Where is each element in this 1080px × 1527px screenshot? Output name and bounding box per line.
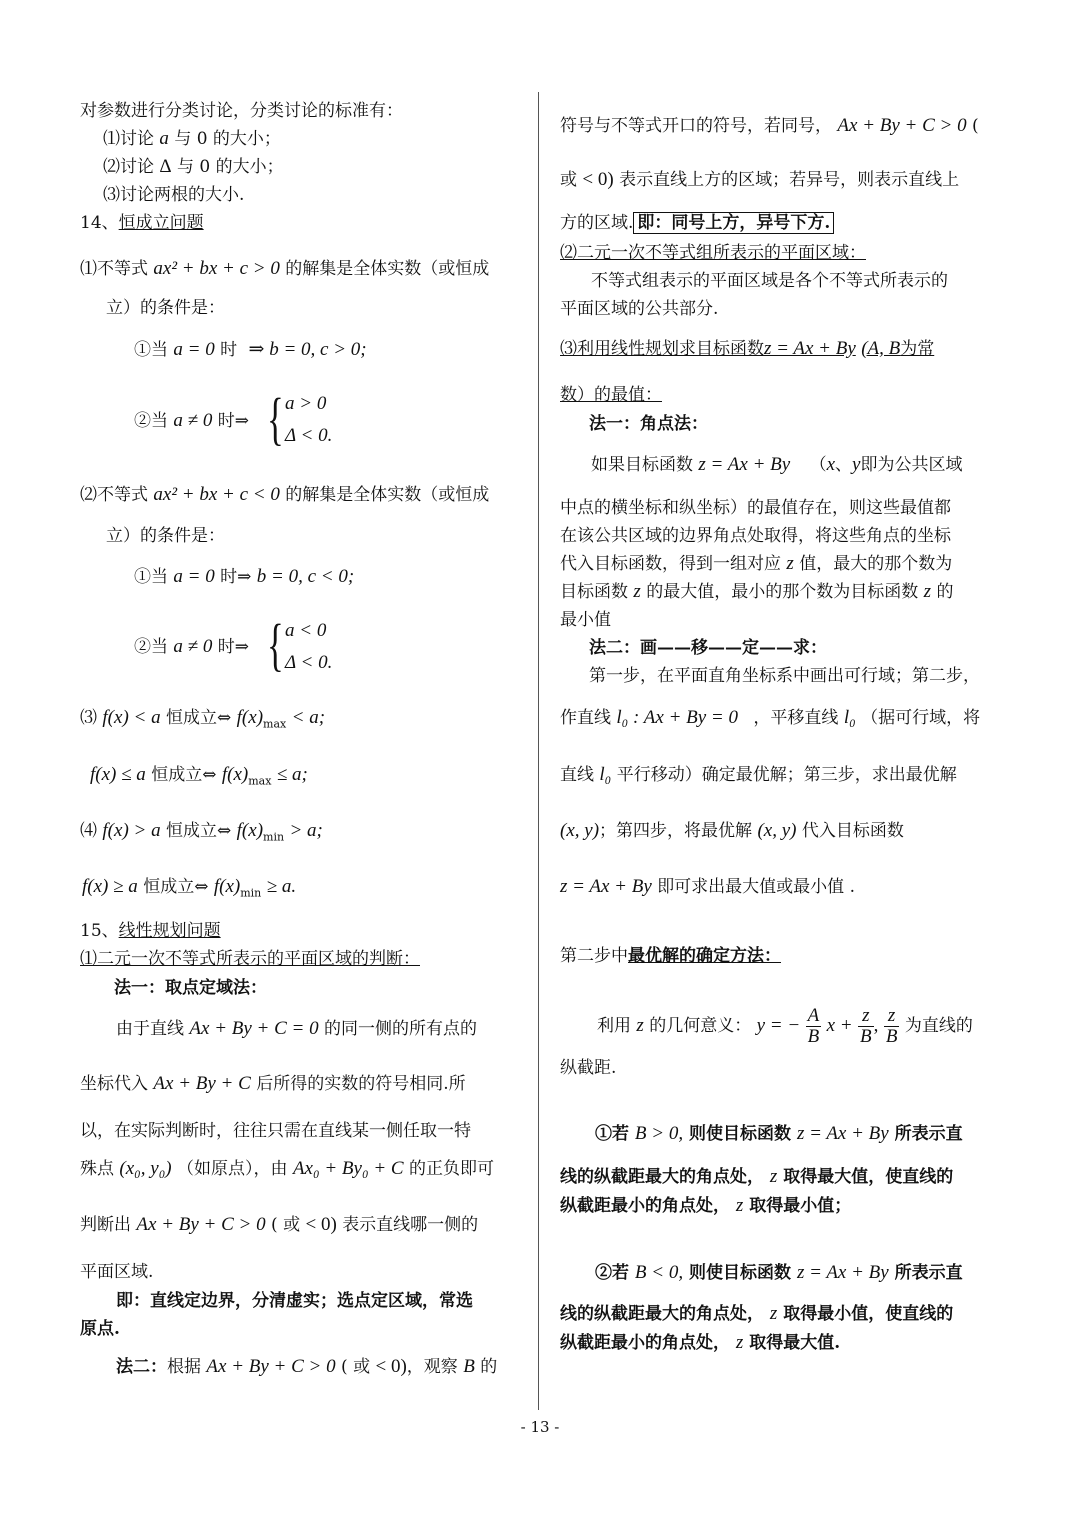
text: ⑴讨论 (103, 129, 154, 149)
text-line (80, 707, 325, 735)
subheading (560, 338, 934, 360)
text: 第二步中 (560, 946, 628, 966)
text-line (591, 454, 962, 476)
section-title: 线性规划问题 (118, 921, 221, 941)
math: B < 0, (634, 1262, 684, 1283)
text: 恒成立⇔ (166, 821, 232, 841)
text: 殊点 (80, 1159, 114, 1179)
right-column (545, 0, 1080, 1420)
text-line (595, 1262, 963, 1284)
math-subscript: max (248, 774, 272, 788)
text: 时⇒ (220, 567, 252, 587)
text-line: 中点的横坐标和纵坐标）的最值存在，则这些最值都 (560, 498, 951, 518)
math: z = Ax + By (764, 338, 856, 359)
text-line (560, 581, 953, 603)
page-number: - 13 - (520, 1418, 560, 1436)
math: z (786, 553, 794, 574)
math: l₀ (599, 764, 612, 785)
text: 取得最大值. (749, 1333, 841, 1353)
boxed-rule: 即：同号上方，异号下方. (633, 212, 834, 234)
math: Ax + By + C = 0 (189, 1018, 319, 1039)
text: 所表示直 (894, 1124, 963, 1144)
text: 如果目标函数 (591, 455, 693, 475)
text: ⑵讨论 (103, 157, 154, 177)
section-number: 14、 (80, 213, 119, 233)
math: z (633, 581, 641, 602)
section-heading-14 (80, 212, 204, 234)
math: x (826, 454, 836, 475)
math: z = Ax + By (796, 1262, 889, 1283)
subheading: ⑴二元一次不等式所表示的平面区域的判断： (80, 949, 420, 969)
math: z = Ax + By (796, 1123, 889, 1144)
text-line (560, 820, 904, 842)
text: 的同一侧的所有点的 (324, 1019, 478, 1039)
math: f(x) ≤ a (90, 764, 146, 785)
section-title: 恒成立问题 (118, 213, 204, 233)
text: 则使目标函数 (689, 1263, 792, 1283)
text-line (560, 115, 979, 137)
text-line (80, 1073, 466, 1095)
text-line (80, 820, 323, 848)
text: 判断出 (80, 1215, 131, 1235)
fraction (858, 1006, 874, 1047)
math: Ax + By + C > 0 (206, 1356, 336, 1377)
math: ≥ a. (266, 876, 297, 897)
math: Ax₀ + By₀ + C (292, 1158, 404, 1179)
text-line: 立）的条件是： (106, 526, 225, 546)
text-line: 不等式组表示的平面区域是各个不等式所表示的 (591, 271, 948, 291)
text: 的解集是全体实数（或恒成 (285, 259, 490, 279)
text: 时⇒ (217, 637, 249, 657)
text: 值，最大的那个数为 (799, 554, 953, 574)
text: ⑷ (80, 821, 97, 841)
text: （据可行域，将 (861, 708, 981, 728)
text: ①当 (134, 340, 168, 360)
text: ①当 (134, 567, 168, 587)
text-line (80, 1214, 478, 1236)
math: a < 0 (285, 620, 327, 641)
text-line: 对参数进行分类讨论，分类讨论的标准有： (80, 101, 403, 121)
text-line (134, 410, 249, 432)
text: 线的纵截距最大的角点处， (560, 1167, 764, 1187)
text: 由于直线 (116, 1019, 184, 1039)
text: ，观察 (406, 1357, 458, 1377)
text: 坐标代入 (80, 1074, 148, 1094)
math: ⇒ b = 0, c > 0; (248, 339, 367, 360)
text: 、 (835, 455, 853, 475)
text: 直线 (560, 765, 594, 785)
text-line (82, 876, 296, 904)
text-line (560, 1195, 851, 1217)
text: ；第四步，将最优解 (599, 821, 753, 841)
text: ⑶利用线性规划求目标函数 (560, 339, 764, 359)
text-line: 立）的条件是： (106, 298, 225, 318)
math: f(x) (213, 876, 241, 897)
math: f(x) (236, 820, 264, 841)
text: 与 0 的大小； (177, 157, 284, 177)
text-line (80, 484, 489, 506)
text-line (595, 1123, 963, 1145)
text-line: 以，在实际判断时，往往只需在直线某一侧任取一特 (80, 1121, 471, 1141)
text-line (560, 169, 959, 191)
math: a (159, 128, 169, 149)
text-line (597, 1002, 973, 1050)
math: < 0) (582, 169, 614, 190)
math: Ax + By + C (153, 1073, 251, 1094)
text: 的 (480, 1357, 498, 1377)
text: 时 (220, 340, 238, 360)
text: 的正负即可 (408, 1159, 494, 1179)
math: Δ < 0. (285, 425, 333, 446)
text: 代入目标函数，得到一组对应 (560, 554, 781, 574)
text: 为直线的 (904, 1016, 973, 1036)
method-title: 法二：画——移——定——求： (589, 638, 827, 658)
math: a ≠ 0 (173, 636, 213, 657)
text: 平行移动）确定最优解；第三步，求出最优解 (616, 765, 957, 785)
brace-icon: { (267, 612, 284, 677)
text-line (560, 1332, 840, 1354)
text: 恒成立⇔ (166, 708, 232, 728)
math: (A, B (861, 338, 901, 359)
math: B (807, 1026, 820, 1047)
math: z (884, 1006, 900, 1027)
math: B (860, 1026, 872, 1047)
math: z = Ax + By (698, 454, 791, 475)
math: (x, y) (757, 820, 797, 841)
text: 符号与不等式开口的符号，若同号， (560, 116, 832, 136)
text: 即为公共区域 (860, 455, 963, 475)
math: y = − (756, 1015, 801, 1036)
math: ax² + bx + c < 0 (153, 484, 280, 505)
summary-line: 即：直线定边界，分清虚实；选点定区域，常选 (116, 1291, 473, 1311)
text: 方的区域. (560, 213, 634, 233)
math: a = 0 (173, 339, 215, 360)
text-line (80, 258, 489, 280)
math: z (923, 581, 932, 602)
text-line (560, 707, 980, 729)
math: (x₀, y₀) (119, 1158, 172, 1179)
text: ⑵不等式 (80, 485, 148, 505)
math: A (807, 1005, 820, 1026)
text-line (116, 1356, 497, 1378)
text: 即可求出最大值或最小值 . (657, 877, 855, 897)
text-line: 平面区域. (80, 1262, 154, 1282)
fraction (806, 1006, 822, 1047)
text: 利用 (597, 1016, 631, 1036)
method-title: 法一：角点法： (589, 414, 708, 434)
math: f(x) (221, 764, 249, 785)
math: f(x) (236, 707, 264, 728)
text-line: 在该公共区域的边界角点处取得，将这些角点的坐标 (560, 526, 951, 546)
text-line: 纵截距. (560, 1058, 617, 1078)
text: ①若 (595, 1124, 629, 1144)
math: z (636, 1015, 644, 1036)
math: Ax + By + C > 0 (136, 1214, 266, 1235)
text: ⑴不等式 (80, 259, 148, 279)
math: z (735, 1195, 744, 1216)
text-line (560, 764, 957, 786)
text: 代入目标函数 (801, 821, 904, 841)
text: ②若 (595, 1263, 629, 1283)
text: ⑶ (80, 708, 97, 728)
text: ，平移直线 (753, 708, 839, 728)
math: f(x) < a (102, 707, 161, 728)
left-column (0, 0, 535, 1420)
fraction (884, 1006, 900, 1047)
text: 的解集是全体实数（或恒成 (285, 485, 490, 505)
section-number: 15、 (80, 921, 119, 941)
text-line (103, 156, 284, 178)
text-line (134, 566, 354, 588)
text-line (103, 128, 281, 150)
text-line (560, 212, 834, 234)
text-line (560, 876, 855, 898)
math: f(x) > a (102, 820, 161, 841)
text: 目标函数 (560, 582, 628, 602)
text-line (90, 764, 308, 792)
method-title: 法一：取点定域法： (114, 978, 267, 998)
text: 取得最小值，使直线的 (783, 1304, 954, 1324)
text: （如原点），由 (177, 1159, 288, 1179)
math: b = 0, c < 0; (256, 566, 355, 587)
subheading: 数）的最值： (560, 385, 662, 405)
math: , (873, 1015, 879, 1036)
math: < 0) (305, 1214, 337, 1235)
math-subscript: min (263, 830, 285, 844)
text: ②当 (134, 411, 168, 431)
text-line (560, 945, 781, 967)
math: l₀ (843, 707, 856, 728)
text: 时⇒ (217, 411, 249, 431)
method-title: 法二： (116, 1357, 167, 1377)
text: 的 (936, 582, 954, 602)
text: 纵截距最小的角点处， (560, 1333, 730, 1353)
text-line (80, 1158, 494, 1180)
text: 或 (560, 170, 577, 190)
math: (x, y) (560, 820, 600, 841)
math: B (885, 1026, 898, 1047)
math: z (769, 1303, 778, 1324)
math: Δ (159, 156, 172, 177)
math: Ax + By + C > 0 (837, 115, 967, 136)
text: 后所得的实数的符号相同.所 (256, 1074, 466, 1094)
math: ax² + bx + c > 0 (153, 258, 280, 279)
math: a > 0 (285, 393, 327, 414)
text: 作直线 (560, 708, 611, 728)
math: z = Ax + By (560, 876, 652, 897)
subheading: 最优解的确定方法： (628, 946, 781, 966)
text: 根据 (167, 1357, 201, 1377)
text: 取得最小值； (749, 1196, 852, 1216)
math: f(x) ≥ a (82, 876, 138, 897)
text: 纵截距最小的角点处， (560, 1196, 730, 1216)
text-line (560, 1166, 953, 1188)
text: ( 或 (271, 1215, 301, 1235)
text: 为常 (900, 339, 935, 359)
math: z (858, 1006, 874, 1027)
brace-icon: { (267, 386, 284, 451)
text-line: ⑶讨论两根的大小. (103, 185, 245, 205)
summary-line: 原点. (80, 1319, 120, 1339)
math: B > 0, (634, 1123, 684, 1144)
math: < a; (291, 707, 326, 728)
math-subscript: min (240, 886, 262, 900)
math: z (735, 1332, 744, 1353)
text-line (116, 1018, 477, 1040)
text: 恒成立⇔ (143, 877, 209, 897)
text: 的几何意义： (649, 1016, 752, 1036)
text: 取得最大值，使直线的 (783, 1167, 954, 1187)
text: 则使目标函数 (689, 1124, 792, 1144)
math: a = 0 (173, 566, 215, 587)
text: ( (972, 116, 979, 136)
text: 与 0 的大小； (174, 129, 281, 149)
text-line: 平面区域的公共部分. (560, 299, 719, 319)
text-line (560, 1303, 953, 1325)
math: B (463, 1356, 475, 1377)
math: Δ < 0. (285, 652, 333, 673)
text-line (134, 636, 249, 658)
math: > a; (289, 820, 323, 841)
text: 恒成立⇔ (151, 765, 217, 785)
text: ②当 (134, 637, 168, 657)
text-line: 第一步，在平面直角坐标系中画出可行域；第二步， (589, 666, 980, 686)
text: 的最大值，最小的那个数为目标函数 (646, 582, 919, 602)
math: y (852, 454, 861, 475)
text-line (134, 339, 367, 361)
text: 所表示直 (894, 1263, 963, 1283)
text-line (560, 553, 952, 575)
text: （ (809, 455, 827, 475)
text: 线的纵截距最大的角点处， (560, 1304, 764, 1324)
text: 表示直线上方的区域；若异号，则表示直线上 (619, 170, 960, 190)
text: 表示直线哪一侧的 (342, 1215, 479, 1235)
column-divider (538, 92, 539, 1410)
math: x + (826, 1015, 853, 1036)
subheading: ⑵二元一次不等式组所表示的平面区域： (560, 243, 866, 263)
math-subscript: max (263, 717, 287, 731)
math: < 0) (375, 1356, 407, 1377)
text: ( 或 (341, 1357, 371, 1377)
math: z (769, 1166, 778, 1187)
math: l₀ : Ax + By = 0 (616, 707, 738, 728)
text-line: 最小值 (560, 610, 611, 630)
math: ≤ a; (276, 764, 308, 785)
section-heading-15 (80, 920, 221, 942)
math: a ≠ 0 (173, 410, 213, 431)
